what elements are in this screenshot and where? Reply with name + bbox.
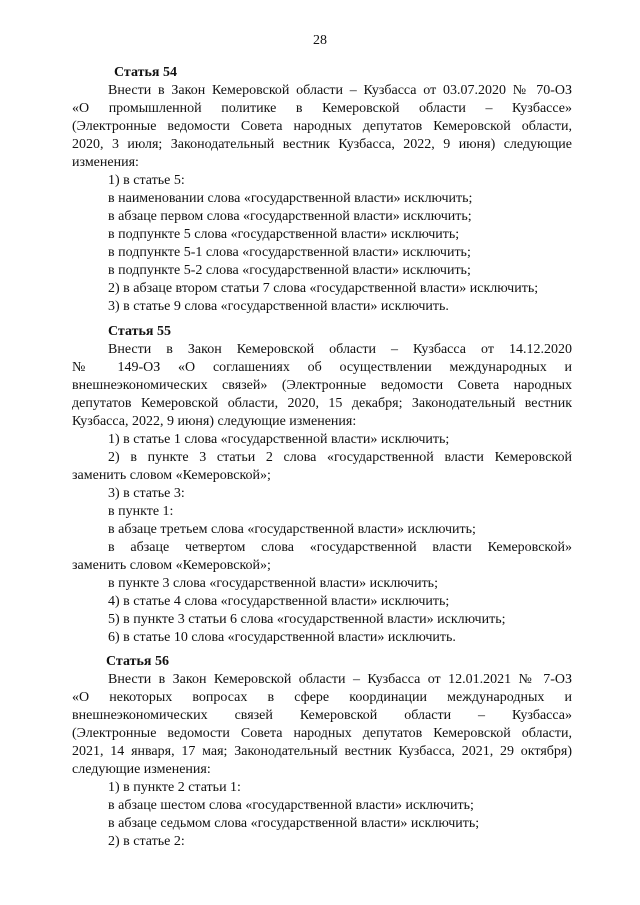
list-item: 2) в пункте 3 статьи 2 слова «государственной власти Кемеровской	[108, 450, 572, 465]
article-56	[72, 653, 572, 851]
list-item: 6) в статье 10 слова «государственной власти» исключить.	[108, 630, 456, 645]
article-heading: Статья 55	[108, 324, 171, 339]
list-item: в абзаце четвертом слова «государственной власти Кемеровской»	[108, 540, 572, 555]
list-item: в абзаце третьем слова «государственной власти» исключить;	[108, 522, 476, 537]
intro-line: внешнеэкономических связей Кемеровской области – Кузбасса»	[72, 708, 572, 723]
intro-line: (Электронные ведомости Совета народных депутатов Кемеровской области,	[72, 726, 572, 741]
list-item: 2) в статье 2:	[108, 834, 185, 849]
list-item: в пункте 1:	[108, 504, 174, 519]
intro-line: № 149-ОЗ «О соглашениях об осуществлении международных и	[72, 360, 572, 375]
intro-line: 2021, 14 января, 17 мая; Законодательный вестник Кузбасса, 2021, 29 октября)	[72, 744, 572, 759]
list-item: 1) в статье 1 слова «государственной власти» исключить;	[108, 432, 450, 447]
intro-line: изменения:	[72, 155, 139, 170]
intro-line: Внести в Закон Кемеровской области – Кузбасса от 03.07.2020 № 70-ОЗ	[108, 83, 572, 98]
intro-line: (Электронные ведомости Совета народных депутатов Кемеровской области,	[72, 119, 572, 134]
list-item: заменить словом «Кемеровской»;	[72, 468, 271, 483]
article-54	[72, 64, 572, 316]
list-item: в абзаце первом слова «государственной власти» исключить;	[108, 209, 472, 224]
intro-line: Внести в Закон Кемеровской области – Кузбасса от 12.01.2021 № 7-ОЗ	[108, 672, 572, 687]
list-item: 1) в статье 5:	[108, 173, 185, 188]
list-item: в абзаце седьмом слова «государственной власти» исключить;	[108, 816, 480, 831]
list-item: 3) в статье 3:	[108, 486, 185, 501]
list-item: в абзаце шестом слова «государственной власти» исключить;	[108, 798, 474, 813]
list-item: в пункте 3 слова «государственной власти» исключить;	[108, 576, 438, 591]
intro-line: Кузбасса, 2022, 9 июня) следующие изменения:	[72, 414, 357, 429]
page-number: 28	[313, 33, 327, 48]
list-item: 1) в пункте 2 статьи 1:	[108, 780, 241, 795]
list-item: в наименовании слова «государственной власти» исключить;	[108, 191, 473, 206]
intro-line: Внести в Закон Кемеровской области – Кузбасса от 14.12.2020	[108, 342, 572, 357]
article-heading: Статья 56	[106, 654, 169, 669]
intro-line: 2020, 3 июля; Законодательный вестник Кузбасса, 2022, 9 июня) следующие	[72, 137, 572, 152]
article-heading: Статья 54	[114, 65, 177, 80]
list-item: 4) в статье 4 слова «государственной власти» исключить;	[108, 594, 450, 609]
intro-line: «О промышленной политике в Кемеровской области – Кузбассе»	[72, 101, 572, 116]
intro-line: внешнеэкономических связей» (Электронные ведомости Совета народных	[72, 378, 572, 393]
list-item: в подпункте 5-2 слова «государственной власти» исключить;	[108, 263, 471, 278]
list-item: 2) в абзаце втором статьи 7 слова «государственной власти» исключить;	[108, 281, 539, 296]
intro-line: «О некоторых вопросах в сфере координации международных и	[72, 690, 572, 705]
list-item: в подпункте 5 слова «государственной власти» исключить;	[108, 227, 460, 242]
list-item: в подпункте 5-1 слова «государственной власти» исключить;	[108, 245, 471, 260]
article-55	[72, 323, 572, 647]
intro-line: депутатов Кемеровской области, 2020, 15 декабря; Законодательный вестник	[72, 396, 572, 411]
list-item: 5) в пункте 3 статьи 6 слова «государственной власти» исключить;	[108, 612, 506, 627]
intro-line: следующие изменения:	[72, 762, 211, 777]
list-item: 3) в статье 9 слова «государственной власти» исключить.	[108, 299, 449, 314]
list-item: заменить словом «Кемеровской»;	[72, 558, 271, 573]
